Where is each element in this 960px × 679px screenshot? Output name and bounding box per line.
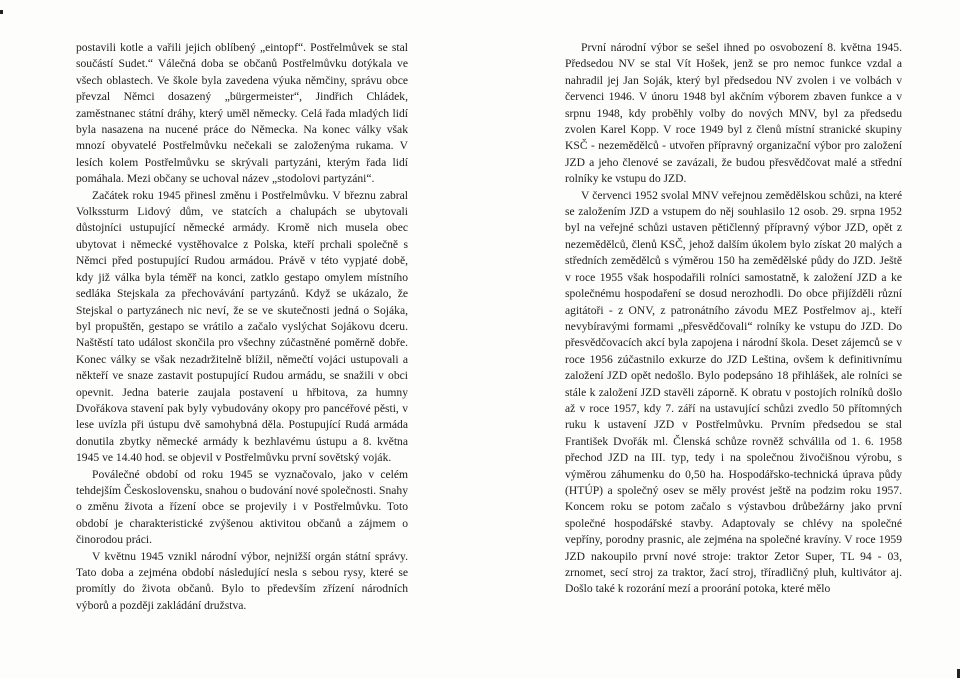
right-page-text [565,40,902,598]
paragraph: První národní výbor se sešel ihned po osvobození 8. května 1945. Předsedou NV se stal Vít Hošek, jenž se pro nemoc funkce vzdal a nahradil jej Jan Soják, který byl předsedou NV zvolen i ve volbách v červenci 1946. V únoru 1948 byl akčním výborem zbaven funkce a v srpnu 1948, kdy proběhly volby do nových MNV, byl za předsedu zvolen Karel Kopp. V roce 1949 byl z členů místní stranické skupiny KSČ - nezemědělců - utvořen přípravný organizační výbor pro založení JZD a jeho členové se zavázali, že budou přesvědčovat malé a střední rolníky ke vstupu do JZD. [565,41,902,186]
paragraph: V květnu 1945 vznikl národní výbor, nejnižší orgán státní správy. Tato doba a zejména období následující nesla s sebou rysy, které se promítly do života občanů. Bylo to především zřízení národních výborů a později zakládání družstva. [76,549,408,612]
left-page-text [76,40,408,614]
scan-edge-mark [0,10,3,14]
paragraph: postavili kotle a vařili jejich oblíbený „eintopf“. Postřelmůvek se stal součástí Sudet.“ Válečná doba se občanů Postřelmůvku dotýkala ve všech oblastech. Ve škole byla zavedena výuka němčiny, správu obce převzal Němci dosazený „bürgermeister“, Jindřich Chládek, zaměstnanec státní dráhy, který uměl německy. Celá řada mladých lidí byla nasazena na nucené práce do Německa. Na konec války však mnozí obyvatelé Postřelmůvku nečekali se založenýma rukama. V lesích kolem Postřelmůvku se skrývali partyzáni, kterým řada lidí pomáhala. Mezi občany se uchoval název „stodolovi partyzáni“. [76,41,408,186]
paragraph: Poválečné období od roku 1945 se vyznačovalo, jako v celém tehdejším Československu, snahou o budování nové společnosti. Snahy o změnu života a řízení obce se projevily i v Postřelmůvku. Toto období je charakteristické zvýšenou aktivitou občanů a zájmem o činorodou práci. [76,467,409,547]
paragraph: Začátek roku 1945 přinesl změnu i Postřelmůvku. V březnu zabral Volkssturm Lidový dům, ve statcích a chalupách se ubytovali důstojníci ustupující německé armády. Kromě nich musela obec ubytovat i německé vystěhovalce z Polska, kteří prchali společně s Němci před postupující Rudou armádou. Právě v této vypjaté době, kdy již válka byla téměř na konci, zatklo gestapo omylem místního sedláka Stejskala za přechovávání partyzánů. Když se ukázalo, že Stejskal o partyzánech nic neví, že se ve skutečnosti jedná o Sojáka, byl propuštěn, gestapo se vrátilo a začalo vyslýchat Sojákovu dceru. Naštěstí tato událost skončila pro všechny zúčastněné poměrně dobře. Konec války se však nezadržitelně blížil, němečtí vojáci ustupovali a někteří ve snaze zastavit postupující Rudou armádu, se snažili v obci opevnit. Jedna baterie zaujala postavení u hřbitova, za humny Dvořákova stavení pak byly vybudovány okopy pro pancéřové pěsti, v lese uvízla při ústupu dvě samohybná děla. Postupující Rudá armáda donutila zbytky německé armády k bezhlavému ústupu a 8. května 1945 ve 14.40 hod. se objevil v Postřelmůvku první sovětský voják. [76,188,408,465]
paragraph: V červenci 1952 svolal MNV veřejnou zemědělskou schůzi, na které se založením JZD a vstupem do něj souhlasilo 12 osob. 29. srpna 1952 byl na veřejné schůzi ustaven pětičlenný přípravný výbor JZD, opět z nezemědělců, členů KSČ, jehož dalším úkolem bylo získat 20 malých a středních zemědělců s výměrou 150 ha zemědělské půdy do JZD. Ještě v roce 1955 však hospodařili rolníci samostatně, k založení JZD a ke společnému hospodaření se dosud nerozhodli. Do obce přijížděli různí agitátoři - z ONV, z patronátního závodu MEZ Postřelmov aj., kteří nevybíravými formami „přesvědčovali“ rolníky ke vstupu do JZD. Do přesvědčovacích akcí byla zapojena i národní škola. Deset zájemců se v roce 1956 zúčastnilo exkurze do JZD Leština, ovšem k definitivnímu založení JZD opět nedošlo. Bylo podepsáno 18 přihlášek, ale rolníci se stále k založení JZD stavěli záporně. K obratu v postojích rolníků došlo až v roce 1957, kdy 7. září na ustavující schůzi zvedlo 50 přítomných ruku k ustavení JZD v Postřelmůvku. Prvním předsedou se stal František Dvořák ml. Členská schůze rovněž schválila od 1. 6. 1958 přechod JZD na III. typ, tedy i na společnou živočišnou výrobu, s výměrou záhumenku do 0,50 ha. Hospodářsko-technická úprava půdy (HTÚP) a společný osev se měly provést ještě na podzim roku 1957. Koncem roku se potom začalo s výstavbou drůbežárny jako první společné hospodářské stavby. Adaptovaly se chlévy na společné vepříny, porodny prasnic, ale zejména na společné kravíny. V roce 1959 JZD nakoupilo první nové stroje: traktor Zetor Super, TL 94 - 03, zrnomet, secí stroj za traktor, žací stroj, tříradličný pluh, kultivátor aj. Došlo také k rozorání mezí a proorání potoka, které mělo [565,188,902,596]
